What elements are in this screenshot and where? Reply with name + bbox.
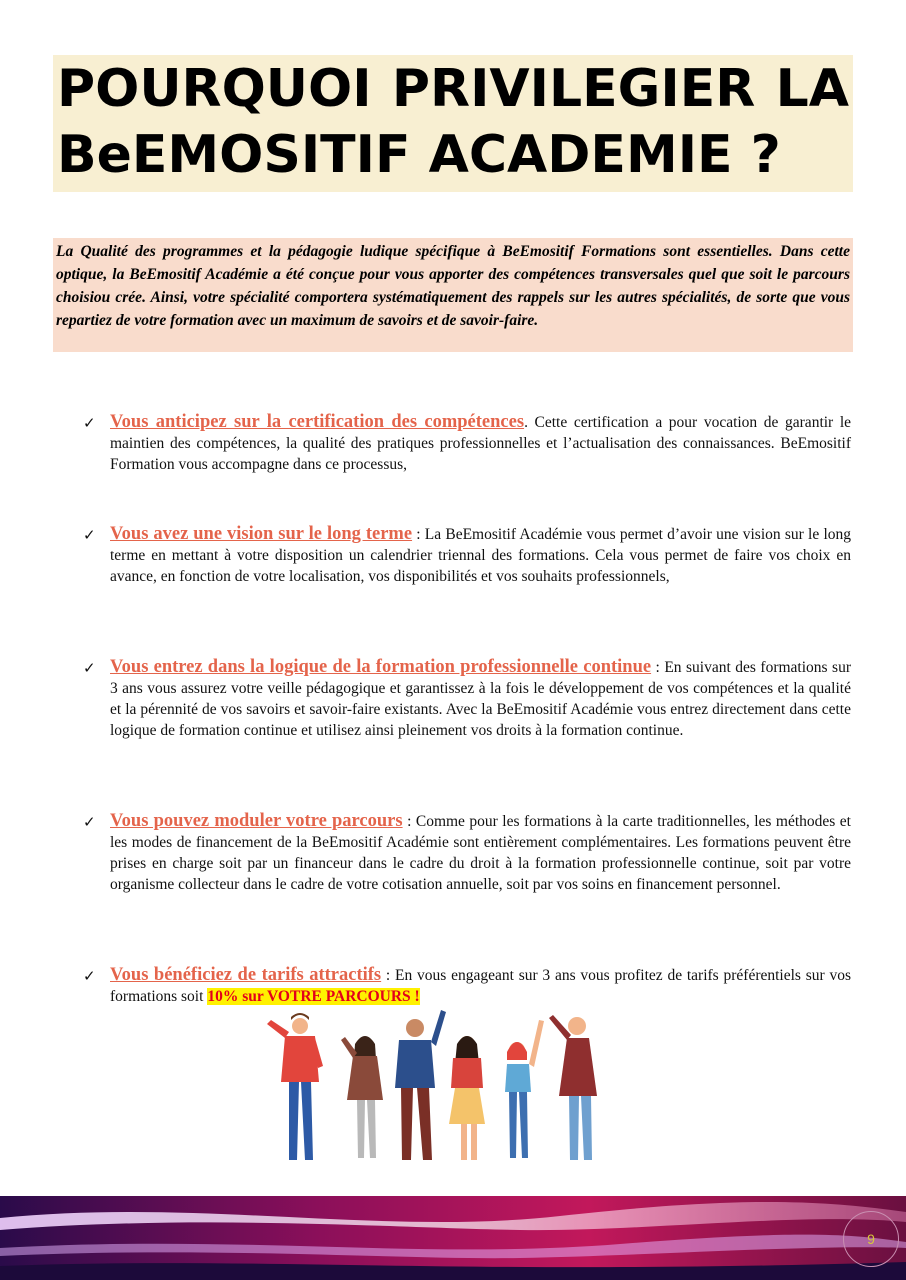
checkmark-icon: ✓ xyxy=(83,414,96,432)
list-item xyxy=(83,412,851,475)
list-item-body: : La BeEmositif Académie vous permet d’avoir une vision sur le long terme en mettant à votre disposition un calendrier triennal des formations. Cela vous permet de faire vos choix en avance, en fonction de votre localisation, vos disponibilités et vos souhaits professionnels, xyxy=(110,526,851,585)
list-item-text xyxy=(110,811,851,895)
intro-paragraph: La Qualité des programmes et la pédagogie ludique spécifique à BeEmositif Formations sont essentielles. Dans cette optique, la BeEmositif Académie a été conçue pour vous apporter des compétences transversales quel que soit le parcours choisiou crée. Ainsi, votre spécialité comportera systématiquement des rappels sur les autres spécialités, de sorte que vous repartiez de votre formation avec un maximum de savoirs et de savoir-faire. xyxy=(56,243,850,329)
checkmark-icon: ✓ xyxy=(83,526,96,544)
title-word: POURQUOI xyxy=(57,59,372,119)
list-item-text xyxy=(110,524,851,587)
list-item-body: : En vous engageant sur 3 ans vous profitez de tarifs préférentiels sur vos formations soit xyxy=(110,967,851,1005)
discount-highlight: 10% sur VOTRE PARCOURS ! xyxy=(207,988,420,1005)
list-item xyxy=(83,657,851,741)
list-item-body: : Comme pour les formations à la carte traditionnelles, les méthodes et les modes de financement de la BeEmositif Académie sont entièrement complémentaires. Les formations peuvent être prises en charge soit par un financeur dans le cadre du droit à la formation professionnelle continue, soit par votre organisme collecteur dans le cadre de votre cotisation annuelle, soit par vos soins en financement personnel. xyxy=(110,813,851,893)
list-item xyxy=(83,811,851,895)
list-item-body: . Cette certification a pour vocation de garantir le maintien des compétences, la qualité des pratiques professionnelles et l’actualisation des connaissances. BeEmositif Formation vous accompagne dans ce processus, xyxy=(110,414,851,473)
checkmark-icon: ✓ xyxy=(83,813,96,831)
list-item xyxy=(83,524,851,587)
title-word: PRIVILEGIER xyxy=(391,59,756,119)
people-illustration xyxy=(255,1008,625,1168)
checkmark-icon: ✓ xyxy=(83,967,96,985)
list-item-text xyxy=(110,657,851,741)
checkmark-icon: ✓ xyxy=(83,659,96,677)
list-item-text xyxy=(110,412,851,475)
list-item-lead: Vous anticipez sur la certification des compétences xyxy=(110,412,525,432)
page-title-line-1 xyxy=(57,57,849,121)
decorative-footer-band xyxy=(0,1196,906,1280)
list-item-text xyxy=(110,965,851,1007)
title-box xyxy=(53,55,853,192)
intro-box xyxy=(53,238,853,352)
list-item-lead: Vous entrez dans la logique de la formation professionnelle continue xyxy=(110,657,652,677)
list-item-lead: Vous avez une vision sur le long terme xyxy=(110,524,413,544)
list-item-lead: Vous pouvez moduler votre parcours xyxy=(110,811,403,831)
list-item xyxy=(83,965,851,1007)
page-number: 9 xyxy=(843,1211,899,1267)
page-title-line-2: BeEMOSITIF ACADEMIE ? xyxy=(57,125,781,185)
title-word: LA xyxy=(775,59,849,119)
list-item-body: : En suivant des formations sur 3 ans vous assurez votre veille pédagogique et garantissez à la fois le développement de vos compétences et la qualité et la pérennité de vos savoirs et savoir-faire existants. Avec la BeEmositif Académie vous entrez directement dans cette logique de formation continue et utilisez ainsi pleinement vos droits à la formation continue. xyxy=(110,659,851,739)
list-item-lead: Vous bénéficiez de tarifs attractifs xyxy=(110,965,382,985)
